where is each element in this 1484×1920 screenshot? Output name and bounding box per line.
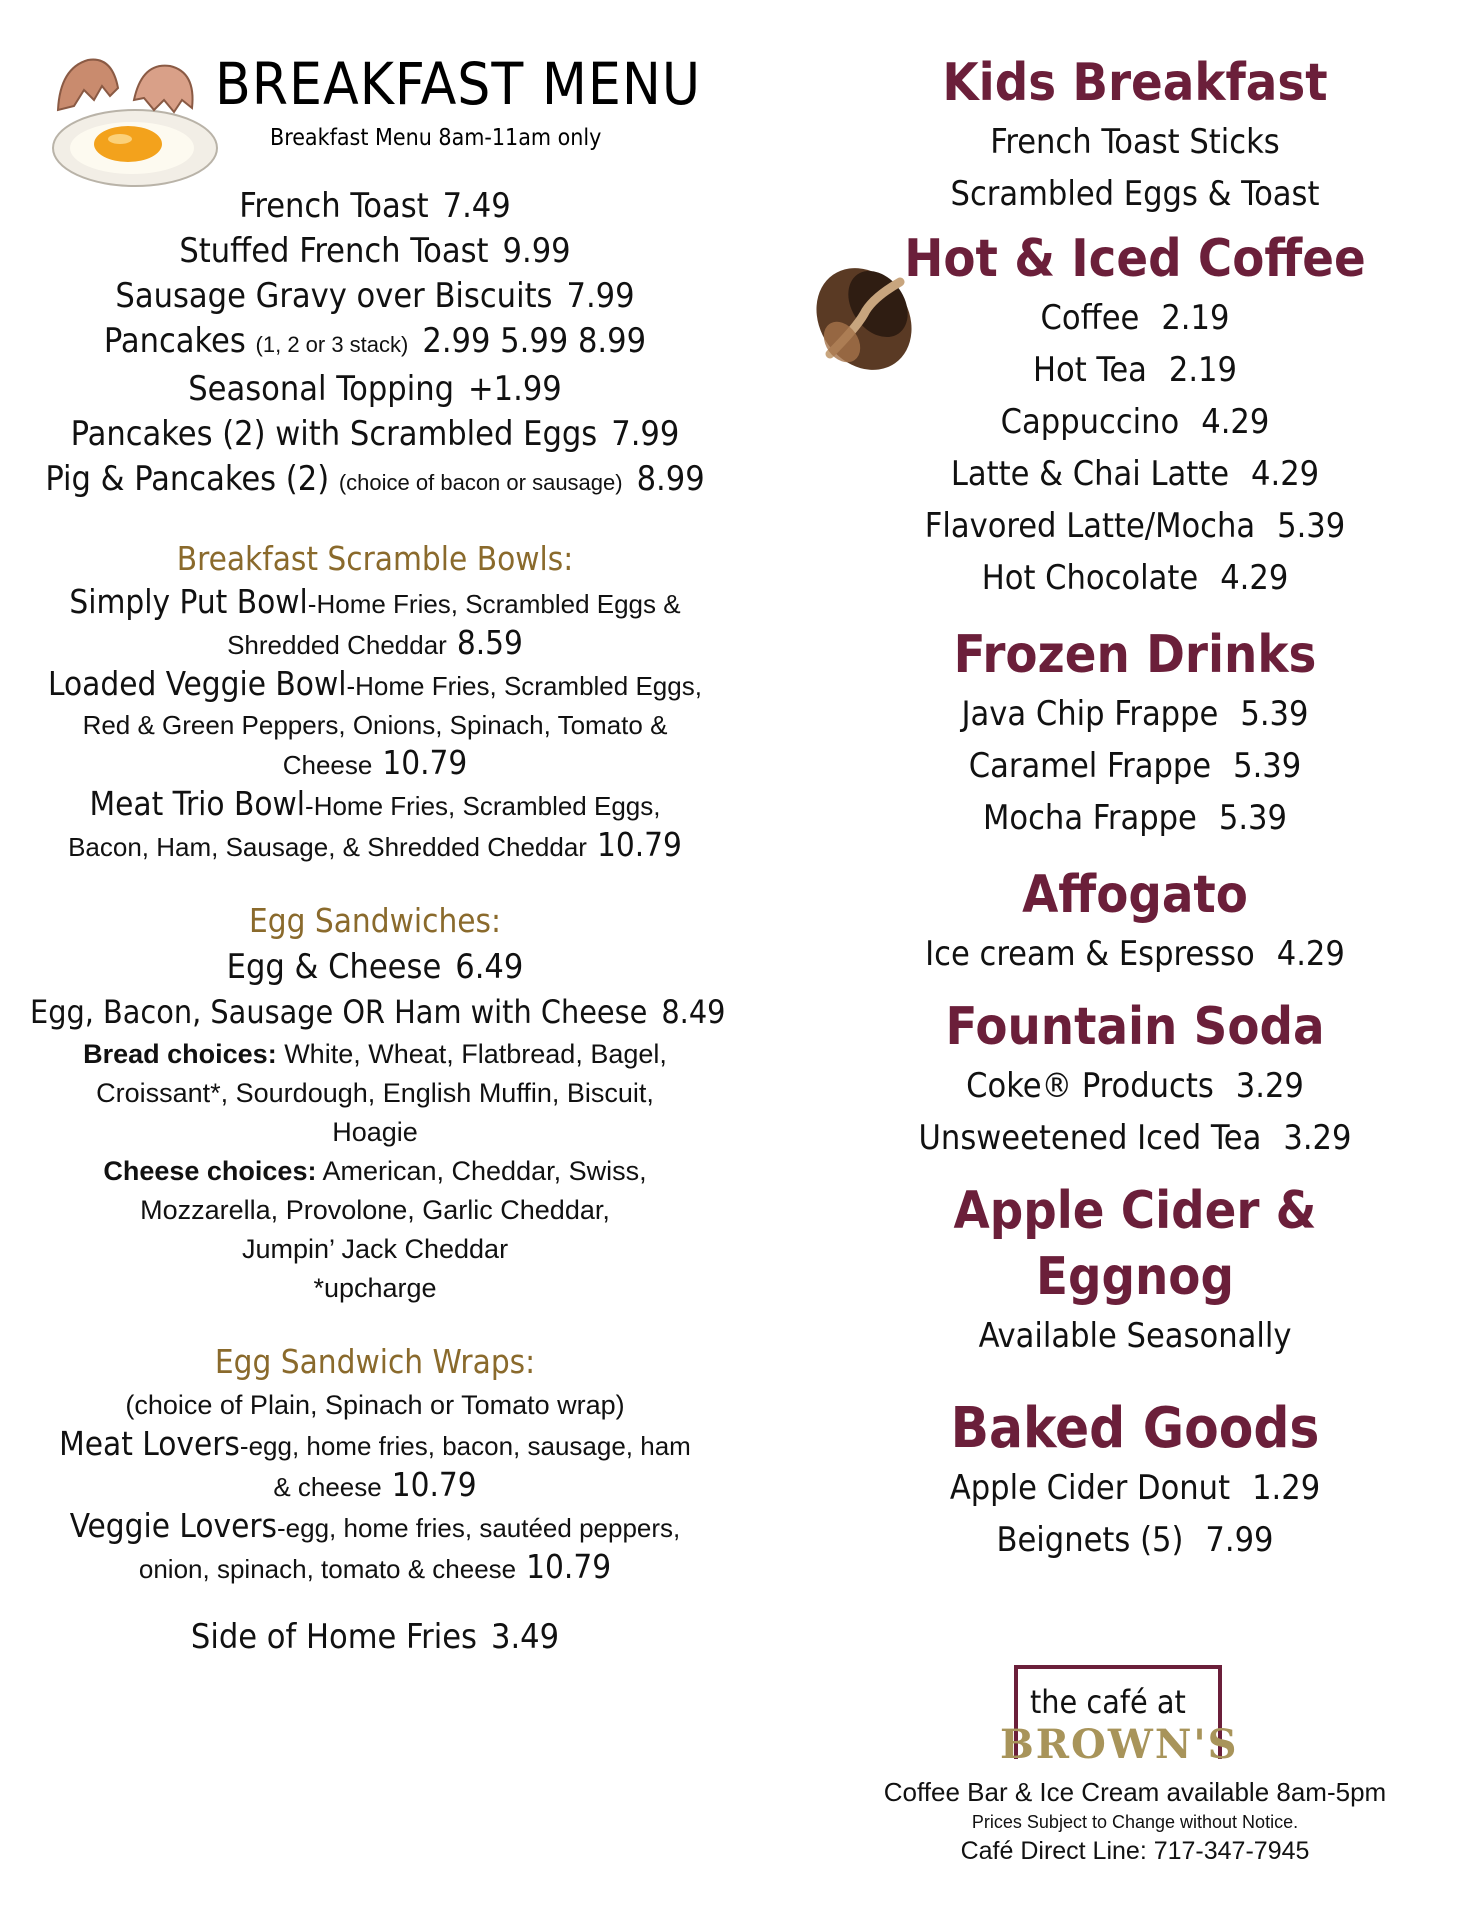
menu-item: Latte & Chai Latte 4.29 (950, 454, 1320, 494)
menu-item: Unsweetened Iced Tea 3.29 (918, 1118, 1352, 1158)
section-heading: Hot & Iced Coffee (904, 229, 1366, 289)
menu-item: French Toast 7.49 (239, 186, 511, 226)
menu-item: Hot Tea 2.19 (1033, 350, 1237, 390)
side-item: Side of Home Fries 3.49 (190, 1617, 560, 1657)
menu-item: Apple Cider Donut 1.29 (949, 1468, 1321, 1508)
bowl-item: Simply Put Bowl-Home Fries, Scrambled Eggs & Shredded Cheddar 8.59 (69, 582, 681, 662)
footer-hours: Coffee Bar & Ice Cream available 8am-5pm (883, 1777, 1387, 1807)
menu-item: Beignets (5) 7.99 (996, 1520, 1274, 1560)
section-heading: Baked Goods (950, 1396, 1320, 1461)
bowl-item: Meat Trio Bowl-Home Fries, Scrambled Eggs, Bacon, Ham, Sausage, & Shredded Cheddar 10.79 (68, 784, 682, 864)
wrap-item: Meat Lovers-egg, home fries, bacon, sausage, ham & cheese 10.79 (59, 1424, 691, 1504)
cracked-egg-icon (40, 48, 220, 188)
menu-item: Caramel Frappe 5.39 (968, 746, 1302, 786)
footer-phone: Café Direct Line: 717-347-7945 (960, 1837, 1310, 1865)
menu-item: Coffee 2.19 (1040, 298, 1230, 338)
breakfast-list (30, 184, 726, 1660)
seasonal-note: Available Seasonally (978, 1316, 1292, 1356)
menu-item: Scrambled Eggs & Toast (950, 174, 1320, 214)
bowl-item: Loaded Veggie Bowl-Home Fries, Scrambled Eggs, Red & Green Peppers, Onions, Spinach, Tomato & Cheese 10.79 (48, 664, 702, 782)
logo-text: the café at (1030, 1683, 1186, 1721)
menu-item: Egg, Bacon, Sausage OR Ham with Cheese 8.49 (30, 993, 726, 1031)
menu-item: Pancakes (1, 2 or 3 stack) 2.99 5.99 8.99 (103, 321, 647, 361)
menu-item: French Toast Sticks (990, 122, 1280, 162)
menu-item: Hot Chocolate 4.29 (981, 558, 1289, 598)
cheese-choices: Cheese choices: American, Cheddar, Swiss, Mozzarella, Provolone, Garlic Cheddar, Jumpin’ Jack Cheddar *upcharge (103, 1156, 647, 1303)
menu-item: Cappuccino 4.29 (1000, 402, 1270, 442)
section-heading: Egg Sandwich Wraps: (214, 1342, 536, 1381)
wrap-choices: (choice of Plain, Spinach or Tomato wrap) (125, 1390, 625, 1420)
menu-item: Sausage Gravy over Biscuits 7.99 (115, 276, 635, 316)
menu-header (30, 40, 720, 170)
section-heading: Fountain Soda (945, 997, 1325, 1057)
menu-item: Ice cream & Espresso 4.29 (925, 934, 1345, 974)
menu-item: Seasonal Topping +1.99 (188, 369, 562, 409)
cafe-logo (1000, 1665, 1239, 1770)
section-heading: Egg Sandwiches: (248, 901, 502, 940)
menu-item: Stuffed French Toast 9.99 (179, 231, 571, 271)
section-heading: Frozen Drinks (953, 625, 1317, 685)
menu-title: BREAKFAST MENU (215, 50, 702, 118)
menu-item: Mocha Frappe 5.39 (983, 798, 1287, 838)
section-heading: Apple Cider & Eggnog (953, 1181, 1317, 1307)
footer-disclaimer: Prices Subject to Change without Notice. (971, 1812, 1299, 1832)
menu-item: Java Chip Frappe 5.39 (961, 694, 1309, 734)
section-heading: Breakfast Scramble Bowls: (176, 539, 574, 578)
menu-item: Pancakes (2) with Scrambled Eggs 7.99 (70, 414, 680, 454)
menu-item: Pig & Pancakes (2) (choice of bacon or sausage) 8.99 (45, 459, 705, 499)
logo-brand: BROWN'S (1000, 1721, 1239, 1768)
menu-item: Coke® Products 3.29 (966, 1066, 1304, 1106)
section-heading: Kids Breakfast (942, 53, 1328, 113)
menu-item: Flavored Latte/Mocha 5.39 (924, 506, 1346, 546)
drinks-column (870, 50, 1400, 1566)
section-heading: Affogato (1022, 865, 1248, 925)
bread-choices: Bread choices: White, Wheat, Flatbread, Bagel, Croissant*, Sourdough, English Muffin, Biscuit, Hoagie (83, 1039, 667, 1147)
footer (870, 1775, 1400, 1867)
menu-item: Egg & Cheese 6.49 (226, 947, 524, 987)
wrap-item: Veggie Lovers-egg, home fries, sautéed peppers, onion, spinach, tomato & cheese 10.79 (69, 1506, 681, 1586)
menu-hours: Breakfast Menu 8am-11am only (270, 125, 602, 151)
